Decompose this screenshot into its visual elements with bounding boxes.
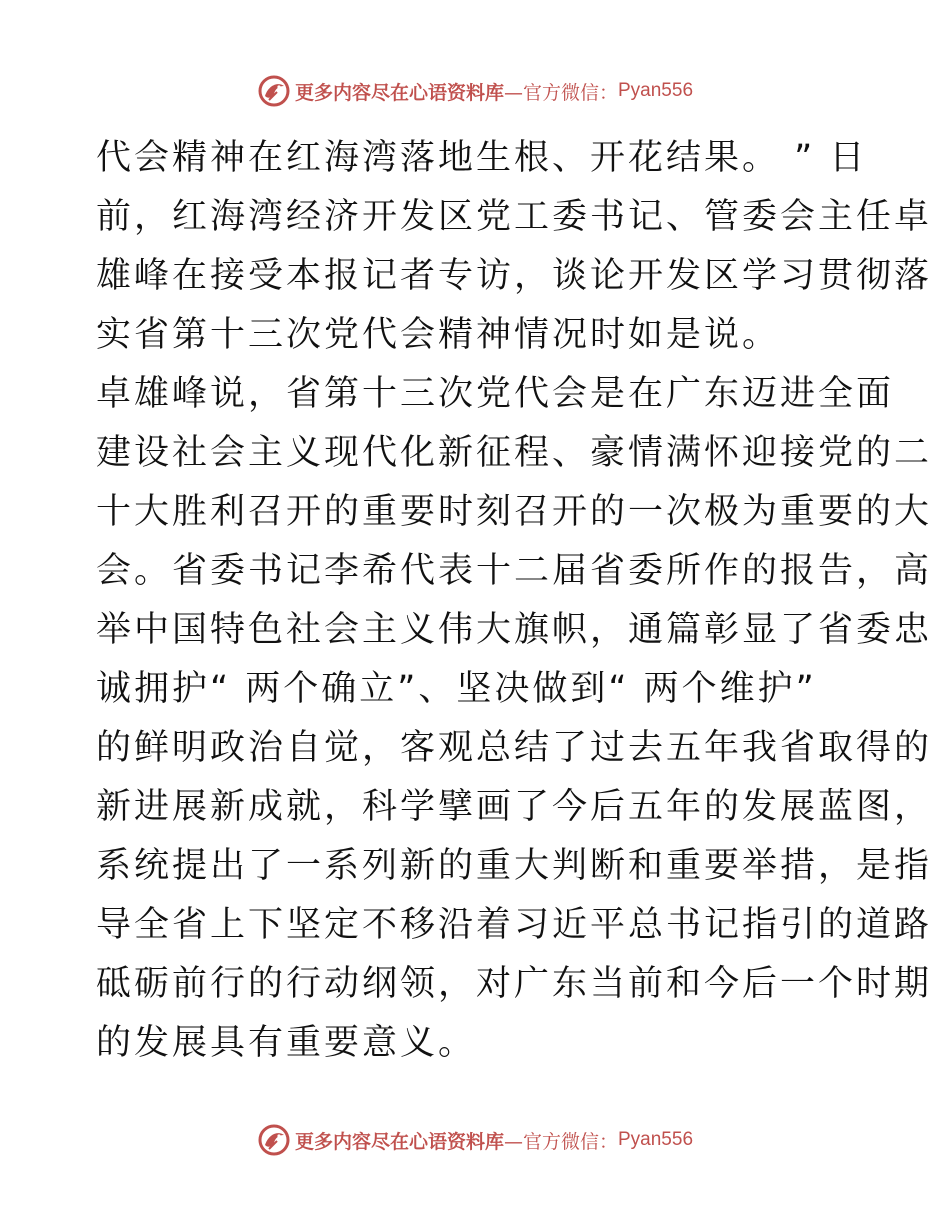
text-line: 的鲜明政治自觉，客观总结了过去五年我省取得的 xyxy=(96,728,933,768)
watermark-wechat-id: Pyan556 xyxy=(618,1129,694,1150)
text-line: 砥砺前行的行动纲领，对广东当前和今后一个时期 xyxy=(96,964,933,1004)
text-line: 新进展新成就，科学擘画了今后五年的发展蓝图， xyxy=(96,787,933,827)
header-watermark xyxy=(0,71,950,111)
text-line: 的发展具有重要意义。 xyxy=(96,1023,477,1063)
text-line: 卓雄峰说，省第十三次党代会是在广东迈进全面 xyxy=(96,374,895,414)
watermark-wechat-id: Pyan556 xyxy=(618,80,694,101)
red-dragon-logo-icon xyxy=(257,1123,291,1157)
text-line: 代会精神在红海湾落地生根、开花结果。 ” 日 xyxy=(96,138,868,178)
watermark-text: 更多内容尽在心语资料库 xyxy=(294,81,504,104)
watermark-separator: —官方微信： xyxy=(503,1130,618,1153)
red-dragon-logo-icon xyxy=(257,74,291,108)
text-line: 前，红海湾经济开发区党工委书记、管委会主任卓 xyxy=(96,197,933,237)
text-line: 诚拥护“ 两个确立”、坚决做到“ 两个维护” xyxy=(96,669,817,709)
text-line: 建设社会主义现代化新征程、豪情满怀迎接党的二 xyxy=(96,433,933,473)
paragraph-1 xyxy=(96,129,933,365)
footer-watermark xyxy=(0,1120,950,1160)
text-line: 会。省委书记李希代表十二届省委所作的报告，高 xyxy=(96,551,933,591)
text-line: 系统提出了一系列新的重大判断和重要举措，是指 xyxy=(96,846,933,886)
watermark-text: 更多内容尽在心语资料库 xyxy=(294,1130,504,1153)
text-line: 导全省上下坚定不移沿着习近平总书记指引的道路 xyxy=(96,905,933,945)
text-line: 十大胜利召开的重要时刻召开的一次极为重要的大 xyxy=(96,492,933,532)
text-line: 实省第十三次党代会精神情况时如是说。 xyxy=(96,315,781,355)
text-line: 举中国特色社会主义伟大旗帜，通篇彰显了省委忠 xyxy=(96,610,933,650)
watermark-separator: —官方微信： xyxy=(503,81,618,104)
paragraph-2 xyxy=(96,365,933,1073)
text-line: 雄峰在接受本报记者专访，谈论开发区学习贯彻落 xyxy=(96,256,933,296)
